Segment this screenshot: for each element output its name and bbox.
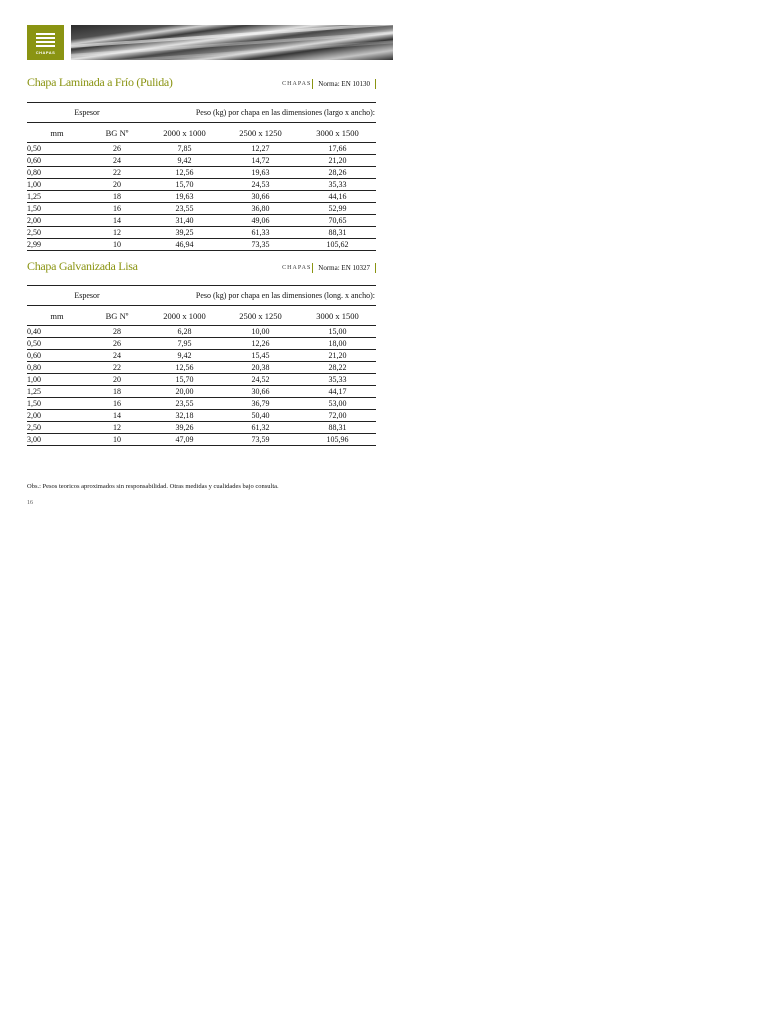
table-cell: 12,56	[147, 167, 222, 179]
table-cell: 26	[87, 338, 147, 350]
table-cell: 61,32	[222, 422, 299, 434]
table-cell: 6,28	[147, 326, 222, 338]
table-cell: 22	[87, 362, 147, 374]
table-row	[27, 155, 376, 167]
table-cell: 50,40	[222, 410, 299, 422]
section-meta	[282, 263, 376, 273]
table-cell: 24	[87, 155, 147, 167]
table-cell: 88,31	[299, 227, 376, 239]
table-cell: 26	[87, 143, 147, 155]
table-cell: 0,80	[27, 362, 87, 374]
table-cell: 12,56	[147, 362, 222, 374]
table-cell: 1,25	[27, 386, 87, 398]
table-cell: 49,06	[222, 215, 299, 227]
table-cell: 52,99	[299, 203, 376, 215]
table-cell: 32,18	[147, 410, 222, 422]
table-cell: 46,94	[147, 239, 222, 251]
table-cell: 1,00	[27, 179, 87, 191]
table-cell: 12,26	[222, 338, 299, 350]
table-cell: 28,26	[299, 167, 376, 179]
table-cell: 10	[87, 434, 147, 446]
table-cell: 2,99	[27, 239, 87, 251]
table-cell: 23,55	[147, 398, 222, 410]
column-header: mm	[27, 306, 87, 326]
section-header	[27, 259, 376, 277]
weight-table	[27, 285, 376, 446]
section-meta	[282, 79, 376, 89]
table-cell: 2,50	[27, 227, 87, 239]
table-cell: 1,50	[27, 203, 87, 215]
table-cell: 1,00	[27, 374, 87, 386]
table-cell: 30,66	[222, 191, 299, 203]
table-cell: 19,63	[222, 167, 299, 179]
divider	[312, 263, 313, 273]
table-cell: 21,20	[299, 155, 376, 167]
table-cell: 61,33	[222, 227, 299, 239]
table-row	[27, 143, 376, 155]
table-cell: 19,63	[147, 191, 222, 203]
column-header: 3000 x 1500	[299, 306, 376, 326]
table-row	[27, 434, 376, 446]
weight-group-header: Peso (kg) por chapa en las dimensiones (largo x ancho):	[147, 103, 376, 123]
column-header: mm	[27, 123, 87, 143]
column-header: 2000 x 1000	[147, 123, 222, 143]
table-cell: 15,70	[147, 179, 222, 191]
table-cell: 44,17	[299, 386, 376, 398]
table-cell: 3,00	[27, 434, 87, 446]
table-cell: 15,00	[299, 326, 376, 338]
table-cell: 31,40	[147, 215, 222, 227]
weight-group-header: Peso (kg) por chapa en las dimensiones (long. x ancho):	[147, 286, 376, 306]
table-cell: 105,62	[299, 239, 376, 251]
table-cell: 39,26	[147, 422, 222, 434]
table-row	[27, 350, 376, 362]
table-cell: 18,00	[299, 338, 376, 350]
table-cell: 14,72	[222, 155, 299, 167]
table-row	[27, 398, 376, 410]
table-row	[27, 338, 376, 350]
column-header: BG Nº	[87, 123, 147, 143]
table-cell: 70,65	[299, 215, 376, 227]
table-cell: 18	[87, 191, 147, 203]
table-cell: 12	[87, 227, 147, 239]
table-cell: 1,25	[27, 191, 87, 203]
table-row	[27, 239, 376, 251]
table-row	[27, 374, 376, 386]
table-cell: 36,80	[222, 203, 299, 215]
table-cell: 12	[87, 422, 147, 434]
table-row	[27, 410, 376, 422]
disclaimer-note: Obs.: Pesos teoricos aproximados sin responsabilidad. Otras medidas y cualidades bajo consulta.	[27, 483, 279, 490]
table-cell: 39,25	[147, 227, 222, 239]
table-cell: 2,00	[27, 410, 87, 422]
norm-label: Norma: EN 10327	[318, 264, 370, 272]
logo-label: CHAPAS	[35, 49, 56, 55]
table-cell: 17,66	[299, 143, 376, 155]
table-cell: 105,96	[299, 434, 376, 446]
table-row	[27, 362, 376, 374]
thickness-group-header: Espesor	[27, 286, 147, 306]
table-cell: 20	[87, 179, 147, 191]
section-title: Chapa Laminada a Frío (Pulida)	[27, 75, 173, 89]
table-cell: 16	[87, 398, 147, 410]
table-cell: 20,38	[222, 362, 299, 374]
table-cell: 35,33	[299, 179, 376, 191]
table-cell: 35,33	[299, 374, 376, 386]
table-cell: 23,55	[147, 203, 222, 215]
table-cell: 14	[87, 410, 147, 422]
table-cell: 20,00	[147, 386, 222, 398]
table-row	[27, 179, 376, 191]
section-header	[27, 75, 376, 93]
column-header: 3000 x 1500	[299, 123, 376, 143]
table-row	[27, 203, 376, 215]
section-cold-rolled	[27, 75, 376, 251]
weight-table	[27, 102, 376, 251]
table-cell: 28	[87, 326, 147, 338]
table-cell: 22	[87, 167, 147, 179]
column-header: 2500 x 1250	[222, 123, 299, 143]
table-cell: 12,27	[222, 143, 299, 155]
table-cell: 2,50	[27, 422, 87, 434]
table-cell: 73,35	[222, 239, 299, 251]
table-cell: 30,66	[222, 386, 299, 398]
table-cell: 15,45	[222, 350, 299, 362]
table-cell: 21,20	[299, 350, 376, 362]
column-header: 2500 x 1250	[222, 306, 299, 326]
steel-sheets-banner-image	[71, 25, 393, 60]
table-cell: 10	[87, 239, 147, 251]
category-label: CHAPAS	[282, 265, 312, 271]
table-row	[27, 326, 376, 338]
column-header: BG Nº	[87, 306, 147, 326]
table-cell: 16	[87, 203, 147, 215]
divider	[375, 263, 376, 273]
table-cell: 1,50	[27, 398, 87, 410]
table-cell: 73,59	[222, 434, 299, 446]
table-cell: 0,50	[27, 143, 87, 155]
chapas-logo	[27, 25, 64, 60]
table-cell: 53,00	[299, 398, 376, 410]
table-row	[27, 167, 376, 179]
table-row	[27, 227, 376, 239]
table-cell: 15,70	[147, 374, 222, 386]
table-cell: 9,42	[147, 155, 222, 167]
category-label: CHAPAS	[282, 81, 312, 87]
table-cell: 10,00	[222, 326, 299, 338]
thickness-group-header: Espesor	[27, 103, 147, 123]
table-cell: 14	[87, 215, 147, 227]
table-cell: 88,31	[299, 422, 376, 434]
sheets-icon	[36, 33, 55, 47]
section-title: Chapa Galvanizada Lisa	[27, 259, 138, 273]
table-cell: 2,00	[27, 215, 87, 227]
table-cell: 36,79	[222, 398, 299, 410]
norm-label: Norma: EN 10130	[318, 80, 370, 88]
section-galvanized	[27, 259, 376, 446]
table-cell: 20	[87, 374, 147, 386]
table-cell: 0,60	[27, 350, 87, 362]
table-cell: 24,53	[222, 179, 299, 191]
table-cell: 9,42	[147, 350, 222, 362]
table-cell: 28,22	[299, 362, 376, 374]
table-cell: 7,85	[147, 143, 222, 155]
table-cell: 0,40	[27, 326, 87, 338]
table-cell: 7,95	[147, 338, 222, 350]
page-number: 16	[27, 500, 33, 506]
table-cell: 0,80	[27, 167, 87, 179]
divider	[312, 79, 313, 89]
table-row	[27, 191, 376, 203]
table-cell: 0,50	[27, 338, 87, 350]
table-cell: 72,00	[299, 410, 376, 422]
table-cell: 24,52	[222, 374, 299, 386]
table-cell: 24	[87, 350, 147, 362]
divider	[375, 79, 376, 89]
table-cell: 44,16	[299, 191, 376, 203]
column-header: 2000 x 1000	[147, 306, 222, 326]
table-row	[27, 215, 376, 227]
table-row	[27, 422, 376, 434]
table-row	[27, 386, 376, 398]
table-cell: 47,09	[147, 434, 222, 446]
table-cell: 0,60	[27, 155, 87, 167]
table-cell: 18	[87, 386, 147, 398]
